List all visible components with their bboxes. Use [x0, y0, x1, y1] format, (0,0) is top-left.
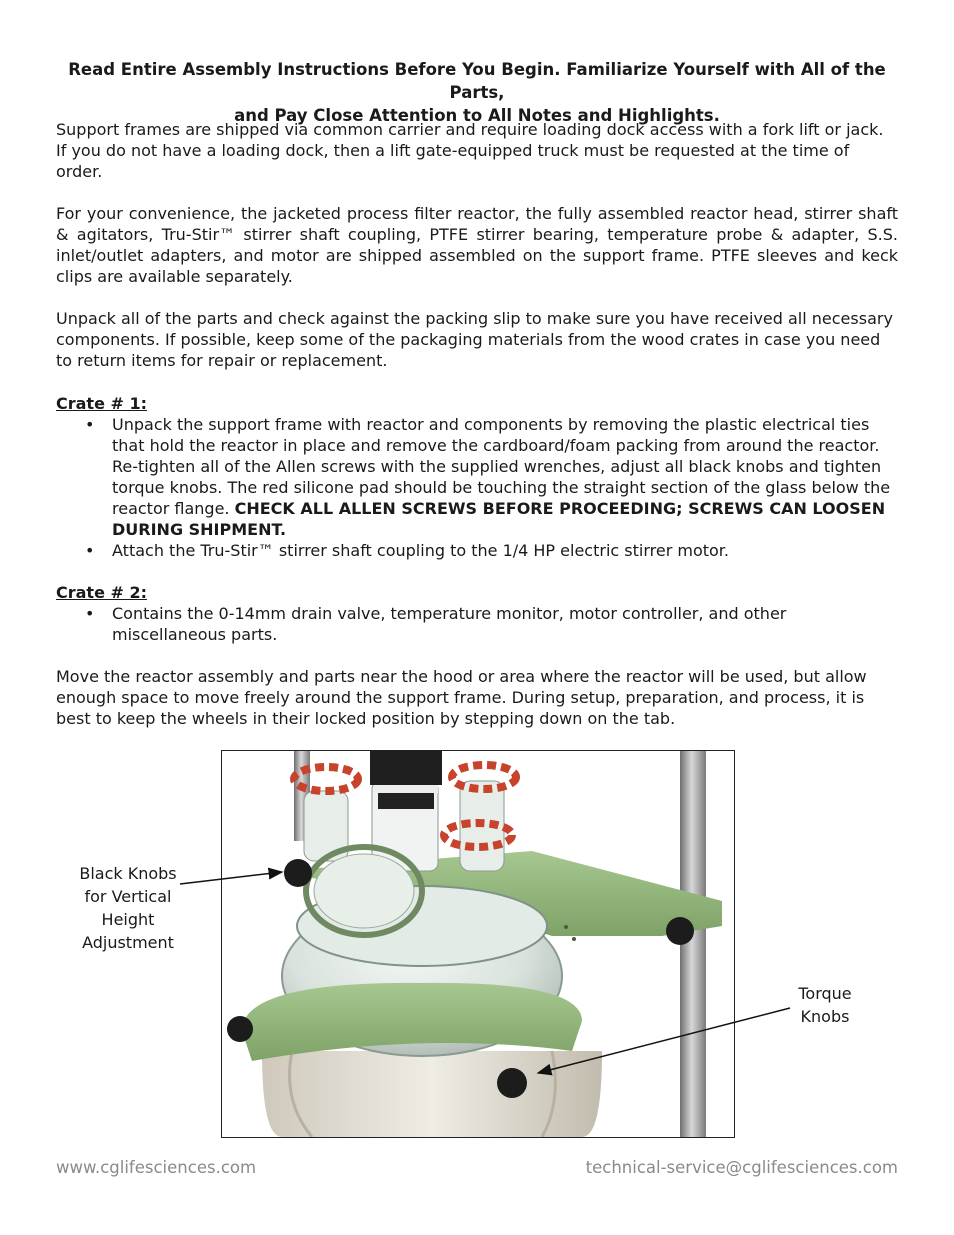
callout-line: Black Knobs — [79, 864, 177, 883]
black-knob-lower-left — [227, 1016, 253, 1042]
list-item-text: Attach the Tru-Stir™ stirrer shaft coupling to the 1/4 HP electric stirrer motor. — [112, 541, 729, 560]
convenience-paragraph: For your convenience, the jacketed process filter reactor, the fully assembled reactor head, stirrer shaft & agitators, Tru-Stir™ stirrer shaft coupling, PTFE stirrer bearing, temperature probe & adapter, S.S. inlet/outlet adapters, and motor are shipped assembled on the support frame. PTFE sleeves and keck clips are available separately. — [56, 204, 898, 286]
footer-website[interactable]: www.cglifesciences.com — [56, 1158, 257, 1177]
torque-knob — [497, 1068, 527, 1098]
move-paragraph: Move the reactor assembly and parts near the hood or area where the reactor will be used, but allow enough space to move freely around the support frame. During setup, preparation, and process, it is best to keep the wheels in their locked position by stepping down on the tab. — [56, 667, 867, 728]
shipping-paragraph: Support frames are shipped via common carrier and require loading dock access with a fork lift or jack. If you do not have a loading dock, then a lift gate-equipped truck must be requested at the time of order. — [56, 120, 884, 181]
insulation-jacket — [262, 1051, 602, 1137]
heading-line-2: and Pay Close Attention to All Notes and Highlights. — [234, 106, 720, 125]
footer-email[interactable]: technical-service@cglifesciences.com — [585, 1158, 898, 1177]
callout-line: Adjustment — [82, 933, 174, 952]
list-item-text: Unpack the support frame with reactor and components by removing the plastic electrical ties that hold the reactor in place and remove the cardboard/foam packing from around the reactor. Re-tighten all of the Allen screws with the supplied wrenches, adjust all black knobs and tighten torque knobs. The red silicone pad should be touching the straight section of the glass below the reactor flange. — [112, 415, 891, 518]
frame-hole — [564, 925, 568, 929]
callout-line: Torque — [798, 984, 852, 1003]
callout-line: Knobs — [800, 1007, 850, 1026]
page-heading — [56, 58, 898, 127]
bullet-icon: • — [85, 604, 95, 623]
callout-line: for Vertical — [84, 887, 172, 906]
unpack-paragraph: Unpack all of the parts and check against the packing slip to make sure you have received all necessary components. If possible, keep some of the packaging materials from the wood crates in case you need to return items for repair or replacement. — [56, 309, 893, 370]
crate-2-list — [56, 603, 898, 645]
list-item — [56, 540, 898, 561]
lid-glass — [314, 854, 414, 928]
list-item — [56, 414, 898, 540]
crate-2-title: Crate # 2: — [56, 583, 148, 602]
crate-1-list — [56, 414, 898, 561]
reactor-photo — [221, 750, 735, 1138]
coupling-band — [374, 785, 438, 793]
bullet-icon: • — [85, 415, 95, 434]
callout-torque-knobs — [775, 982, 875, 1028]
heading-line-1: Read Entire Assembly Instructions Before You Begin. Familiarize Yourself with All of the Parts, — [68, 60, 886, 102]
coupling-base — [378, 793, 434, 809]
list-item-text: Contains the 0-14mm drain valve, temperature monitor, motor controller, and other miscellaneous parts. — [112, 604, 787, 644]
reactor-illustration — [222, 751, 734, 1137]
crate-1-title: Crate # 1: — [56, 394, 148, 413]
list-item — [56, 603, 898, 645]
callout-black-knobs — [56, 862, 200, 954]
red-clamp-right-top — [452, 765, 516, 789]
black-knob-upper-left — [284, 859, 312, 887]
black-knob-right — [666, 917, 694, 945]
callout-line: Height — [101, 910, 155, 929]
warning-text: CHECK ALL ALLEN SCREWS BEFORE PROCEEDING; SCREWS CAN LOOSEN DURING SHIPMENT. — [112, 499, 886, 539]
bullet-icon: • — [85, 541, 95, 560]
frame-hole — [572, 937, 576, 941]
stirrer-coupling — [370, 751, 442, 785]
